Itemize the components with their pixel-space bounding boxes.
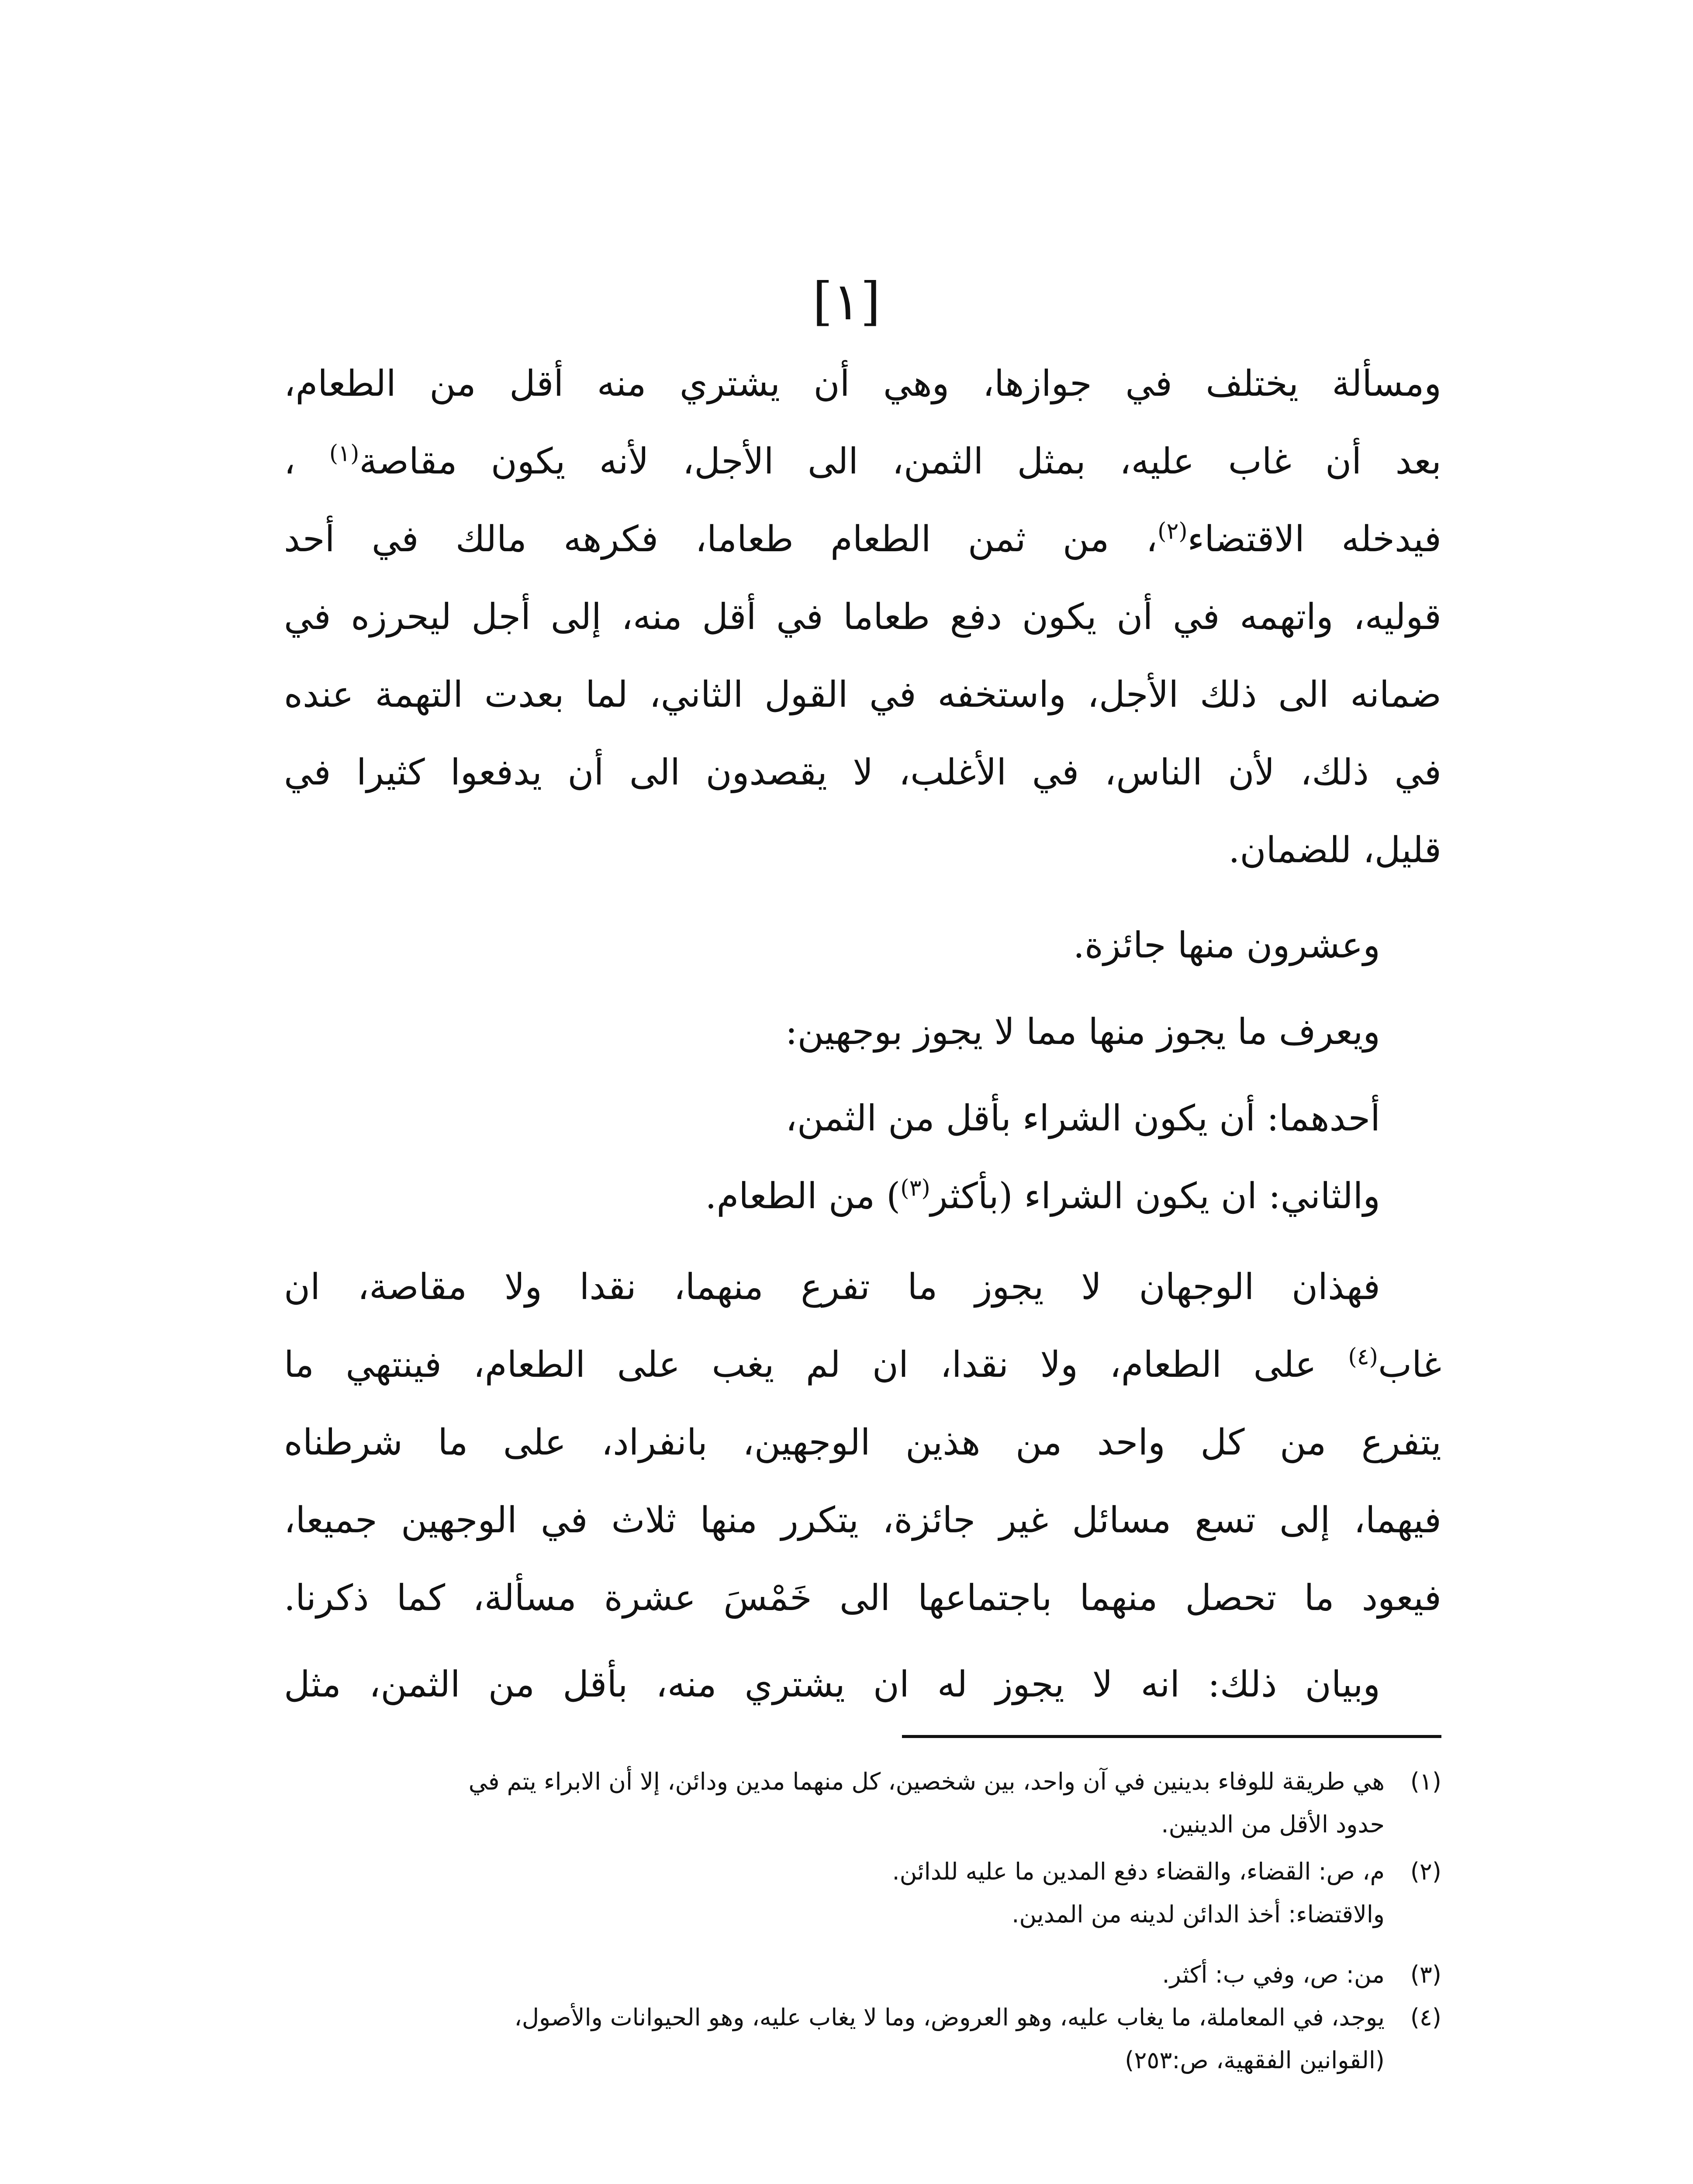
text-span: ومسألة يختلف في جوازها، وهي أن يشتري منه أقل من الطعام، [284,363,1441,404]
footnote-ref: (٤) [1348,1344,1378,1370]
text-span: ، من ثمن الطعام طعاما، فكرهه مالك في أحد [284,518,1158,560]
text-line: بعد أن غاب عليه، بمثل الثمن، الى الأجل، لأنه يكون مقاصة$^{(١)}$ ، [284,440,1441,482]
section-number: [١] [812,271,881,332]
footnote-number: (٣) [1410,1961,1441,1988]
footnote-ref: (٣) [900,1175,930,1202]
text-line [284,578,1441,656]
text-line [284,907,1441,985]
footnote-number: (٤) [1410,2004,1441,2031]
text-line [284,1080,1441,1158]
text-line [284,1559,1441,1637]
footnote-ref: (١) [329,440,359,467]
text-span: فهذان الوجهان لا يجوز ما تفرع منهما، نقدا ولا مقاصة، ان [284,1266,1380,1308]
footnote-continuation [284,1803,1441,1846]
text-line [284,345,1441,423]
main-text [284,345,1441,1724]
footnote-text: والاقتضاء: أخذ الدائن لدينه من المدين. [1012,1901,1385,1928]
footnote-text: هي طريقة للوفاء بدينين في آن واحد، بين شخصين، كل منهما مدين ودائن، إلا أن الابراء يتم في [468,1768,1385,1795]
text-line [284,1404,1441,1482]
spacer [284,1936,1441,1953]
text-line [284,734,1441,812]
text-span: قليل، للضمان. [1228,829,1441,871]
footnotes [284,1760,1441,2082]
text-span: يتفرع من كل واحد من هذين الوجهين، بانفراد، على ما شرطناه [284,1422,1441,1463]
footnote-number: (١) [1410,1768,1441,1795]
text-span: قوليه، واتهمه في أن يكون دفع طعاما في أقل منه، إلى أجل ليحرزه في [284,596,1441,638]
footnote-text: من: ص، وفي ب: أكثر. [1162,1961,1385,1988]
text-span: ضمانه الى ذلك الأجل، واستخفه في القول الثاني، لما بعدت التهمة عنده [284,674,1441,715]
footnote-continuation [284,2039,1441,2082]
text-span: في ذلك، لأن الناس، في الأغلب، لا يقصدون الى أن يدفعوا كثيرا في [284,752,1441,793]
text-span: على الطعام، ولا نقدا، ان لم يغب على الطعام، فينتهي ما [284,1344,1348,1386]
footnote-ref: (٢) [1157,518,1188,545]
text-span: غاب [1378,1344,1441,1386]
footnote [284,1953,1441,1996]
footnote-number: (٢) [1410,1858,1441,1885]
footnote-separator [902,1735,1441,1738]
footnote [284,1760,1441,1803]
footnote-text: م، ص: القضاء، والقضاء دفع المدين ما عليه للدائن. [892,1858,1385,1885]
text-line [284,1248,1441,1326]
text-span: ويعرف ما يجوز منها مما لا يجوز بوجهين: [785,1011,1380,1053]
text-span: فيعود ما تحصل منهما باجتماعها الى خَمْسَ عشرة مسألة، كما ذكرنا. [284,1577,1441,1619]
text-span: أحدهما: أن يكون الشراء بأقل من الثمن، [785,1098,1380,1139]
text-span: ) من الطعام. [705,1175,901,1217]
footnote-text: (القوانين الفقهية، ص:٢٥٣) [1125,2046,1385,2074]
text-line [284,812,1441,889]
footnote-text: حدود الأقل من الدينين. [1161,1811,1385,1838]
text-span: فيدخله الاقتضاء [1187,518,1441,560]
text-line [284,1326,1441,1404]
text-span: والثاني: ان يكون الشراء (بأكثر [930,1175,1380,1217]
text-line [284,993,1441,1071]
text-span: بعد أن غاب عليه، بمثل الثمن، الى الأجل، لأنه يكون مقاصة [359,441,1441,482]
footnote-text: يوجد، في المعاملة، ما يغاب عليه، وهو العروض، وما لا يغاب عليه، وهو الحيوانات والأصول، [514,2004,1385,2031]
footnote [284,1996,1441,2039]
footnote-continuation [284,1893,1441,1936]
text-line [284,1158,1441,1235]
text-line [284,1482,1441,1559]
text-span: وعشرون منها جائزة. [1073,925,1380,966]
footnote [284,1850,1441,1893]
text-span: فيهما، إلى تسع مسائل غير جائزة، يتكرر منها ثلاث في الوجهين جميعا، [284,1500,1441,1541]
text-span: وبيان ذلك: انه لا يجوز له ان يشتري منه، بأقل من الثمن، مثل [284,1664,1380,1705]
text-line [284,656,1441,734]
text-line [284,1646,1441,1724]
text-line [284,501,1441,578]
